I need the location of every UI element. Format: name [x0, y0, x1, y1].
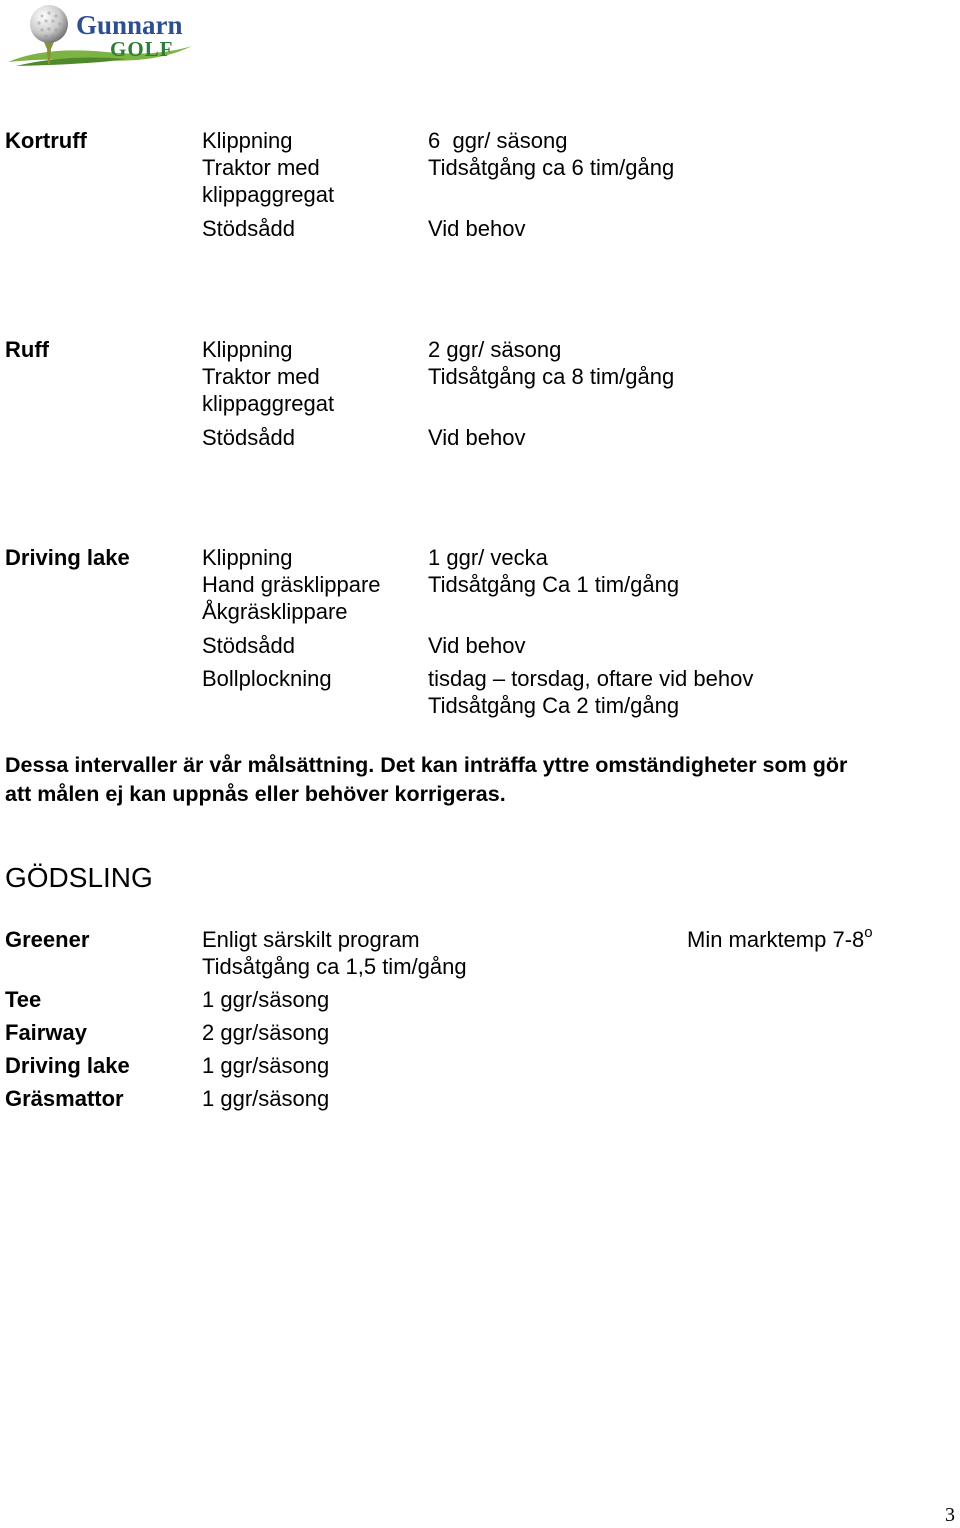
- frequency-text: Tidsåtgång ca 6 tim/gång: [428, 155, 675, 180]
- frequency-text: Tidsåtgång Ca 1 tim/gång: [428, 572, 680, 597]
- method-text: Bollplockning: [202, 666, 332, 691]
- fertilizing-program-text: Enligt särskilt program: [202, 927, 420, 952]
- note-text-line-1: Dessa intervaller är vår målsättning. Det kan inträffa yttre omständigheter som gör: [5, 753, 848, 777]
- frequency-text: 1 ggr/ vecka: [428, 545, 548, 570]
- fertilizing-label-fairway: Fairway: [5, 1020, 87, 1045]
- frequency-text: Tidsåtgång Ca 2 tim/gång: [428, 693, 680, 718]
- method-text: Klippning: [202, 337, 293, 362]
- gunnarn-golf-logo: [6, 2, 196, 68]
- note-text-line-2: att målen ej kan uppnås eller behöver korrigeras.: [5, 782, 506, 806]
- frequency-text: Vid behov: [428, 216, 526, 241]
- fertilizing-label-grasmattor: Gräsmattor: [5, 1086, 124, 1111]
- fertilizing-value: 1 ggr/säsong: [202, 987, 330, 1012]
- frequency-text: 6 ggr/ säsong: [428, 128, 568, 153]
- method-text: Stödsådd: [202, 216, 295, 241]
- frequency-text: Vid behov: [428, 633, 526, 658]
- fertilizing-label-tee: Tee: [5, 987, 42, 1012]
- method-text: Hand gräsklippare: [202, 572, 381, 597]
- method-text: Klippning: [202, 128, 293, 153]
- godsling-heading: GÖDSLING: [5, 862, 153, 893]
- frequency-text: Tidsåtgång ca 8 tim/gång: [428, 364, 675, 389]
- method-text: Traktor med: [202, 364, 320, 389]
- method-text: klippaggregat: [202, 182, 335, 207]
- method-text: Klippning: [202, 545, 293, 570]
- logo-text-gunnarn: Gunnarn: [76, 10, 183, 40]
- min-soil-temp-value: Min marktemp 7-8: [687, 927, 865, 952]
- fertilizing-value: 1 ggr/säsong: [202, 1053, 330, 1078]
- page-number: 3: [945, 1504, 955, 1526]
- min-soil-temp-text: [687, 924, 873, 952]
- section-heading-driving-lake: Driving lake: [5, 545, 130, 570]
- method-text: Stödsådd: [202, 633, 295, 658]
- fertilizing-label-greener: Greener: [5, 927, 90, 952]
- method-text: Åkgräsklippare: [202, 599, 348, 624]
- fertilizing-label-driving-lake: Driving lake: [5, 1053, 130, 1078]
- method-text: Traktor med: [202, 155, 320, 180]
- frequency-text: 2 ggr/ säsong: [428, 337, 562, 362]
- fertilizing-value: 1 ggr/säsong: [202, 1086, 330, 1111]
- frequency-text: Vid behov: [428, 425, 526, 450]
- section-heading-kortruff: Kortruff: [5, 128, 87, 153]
- fertilizing-time-text: Tidsåtgång ca 1,5 tim/gång: [202, 954, 467, 979]
- degree-superscript: o: [864, 924, 873, 941]
- section-heading-ruff: Ruff: [5, 337, 49, 362]
- method-text: klippaggregat: [202, 391, 335, 416]
- logo-text-golf: GOLF: [110, 37, 174, 61]
- fertilizing-value: 2 ggr/säsong: [202, 1020, 330, 1045]
- method-text: Stödsådd: [202, 425, 295, 450]
- frequency-text: tisdag – torsdag, oftare vid behov: [428, 666, 754, 691]
